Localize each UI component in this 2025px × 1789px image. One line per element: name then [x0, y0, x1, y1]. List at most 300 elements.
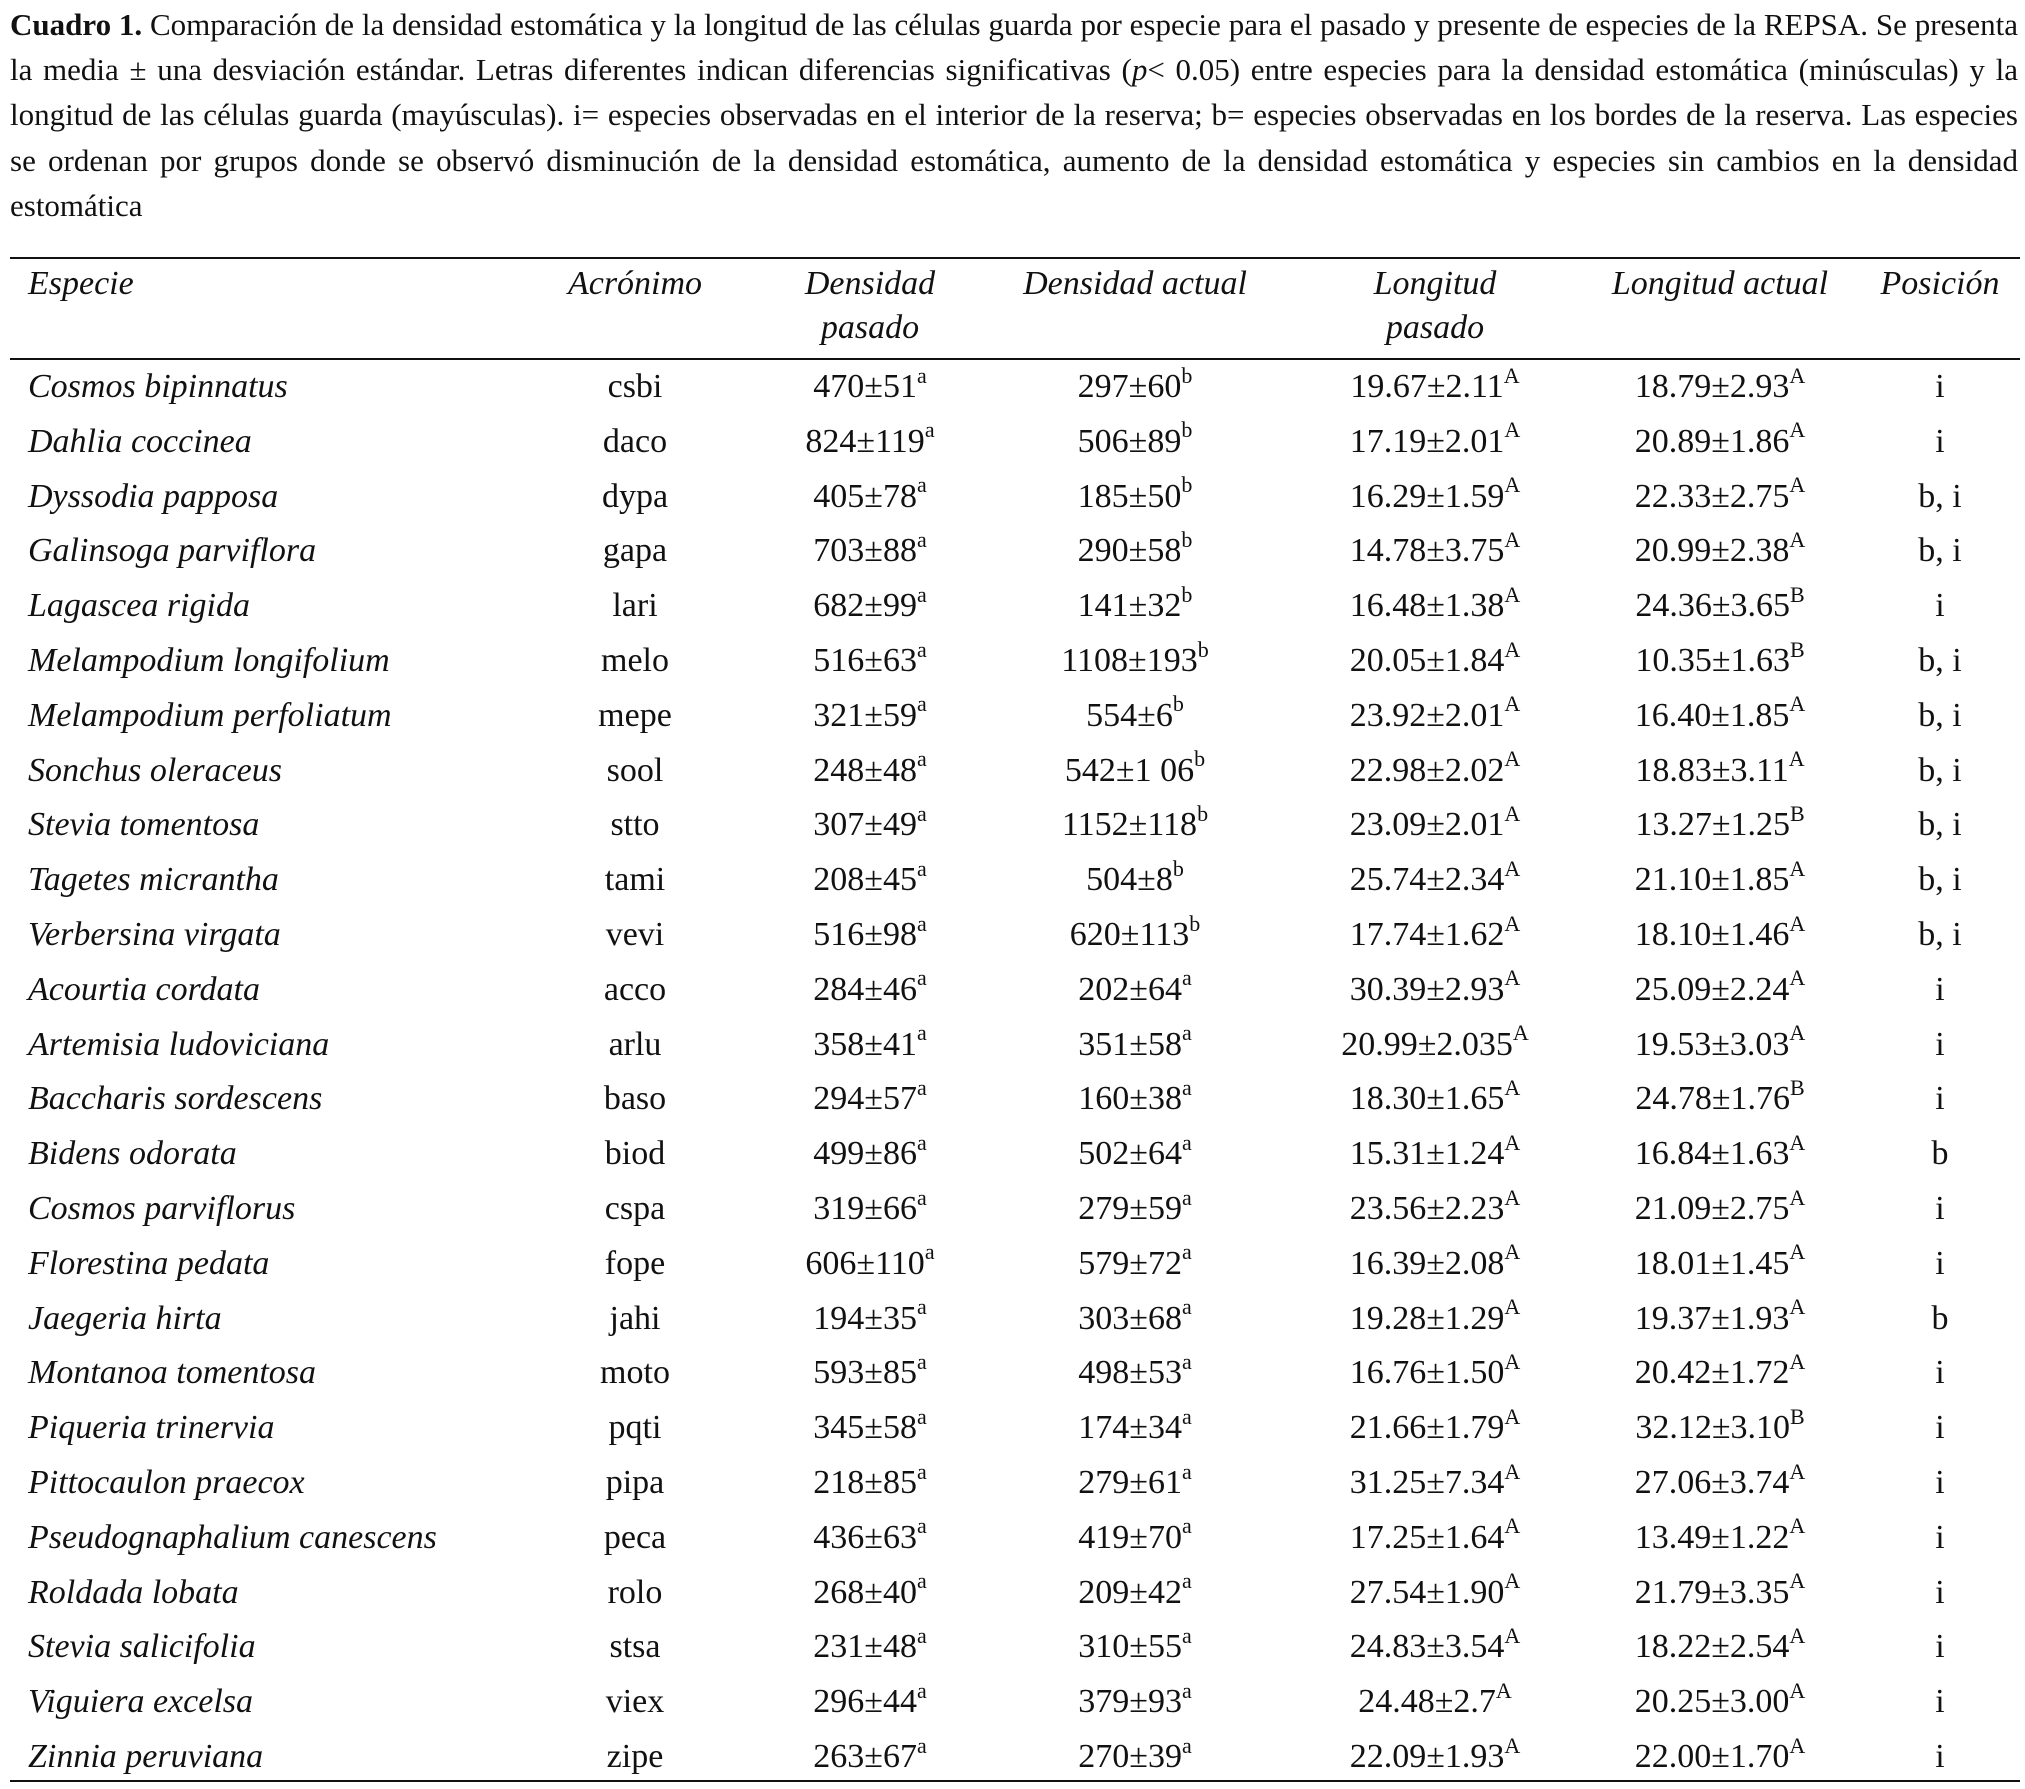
cell-longitud-pasado	[1300, 798, 1570, 853]
cell-acronimo-value: pqti	[608, 1409, 662, 1447]
cell-longitud-actual-significance-letter: A	[1789, 1677, 1806, 1703]
cell-longitud-actual-significance-letter: A	[1789, 1294, 1806, 1320]
cell-densidad-actual-value: 270±39	[1078, 1737, 1182, 1775]
cell-longitud-actual	[1590, 1511, 1850, 1566]
cell-densidad-actual-value: 310±55	[1078, 1628, 1182, 1666]
cell-posicion-value: i	[1935, 1463, 1945, 1501]
cell-longitud-actual-value: 22.00±1.70	[1634, 1737, 1790, 1775]
cell-acronimo	[520, 1346, 750, 1401]
cell-acronimo	[520, 1675, 750, 1730]
cell-acronimo	[520, 1566, 750, 1621]
cell-densidad-pasado-value: 593±85	[813, 1354, 917, 1392]
cell-longitud-actual-value: 25.09±2.24	[1634, 970, 1790, 1008]
cell-longitud-pasado	[1300, 744, 1570, 799]
cell-densidad-actual-significance-letter: a	[1181, 1732, 1192, 1758]
cell-densidad-actual-significance-letter: a	[1181, 965, 1192, 991]
cell-densidad-pasado-value: 319±66	[813, 1189, 917, 1227]
cell-densidad-pasado-significance-letter: a	[916, 1568, 927, 1594]
cell-especie	[28, 415, 252, 470]
cell-densidad-actual-significance-letter: b	[1197, 801, 1209, 827]
cell-longitud-pasado-value: 17.19±2.01	[1349, 422, 1505, 460]
cell-densidad-pasado-significance-letter: a	[916, 1458, 927, 1484]
table-row	[10, 1401, 2020, 1456]
cell-longitud-actual-value: 16.84±1.63	[1634, 1135, 1790, 1173]
cell-acronimo	[520, 1620, 750, 1675]
cell-longitud-actual	[1590, 524, 1850, 579]
cell-densidad-pasado-value: 194±35	[813, 1299, 917, 1337]
cell-densidad-pasado-significance-letter: a	[916, 1184, 927, 1210]
cell-acronimo-value: cspa	[604, 1189, 666, 1227]
cell-posicion-value: i	[1935, 1683, 1945, 1721]
cell-longitud-pasado	[1300, 470, 1570, 525]
cell-longitud-actual	[1590, 963, 1850, 1018]
cell-longitud-pasado-significance-letter: A	[1504, 801, 1521, 827]
cell-densidad-pasado-value: 268±40	[813, 1573, 917, 1611]
cell-densidad-actual	[1000, 1730, 1270, 1785]
cell-acronimo-value: csbi	[607, 368, 663, 405]
table-row	[10, 1675, 2020, 1730]
cell-acronimo	[520, 579, 750, 634]
cell-densidad-actual-value: 290±58	[1077, 532, 1182, 570]
header-acronimo: Acrónimo	[567, 265, 703, 302]
cell-posicion	[1870, 1511, 2010, 1566]
cell-longitud-actual-value: 20.89±1.86	[1634, 422, 1790, 460]
cell-longitud-pasado-significance-letter: A	[1503, 362, 1520, 388]
cell-especie-value: Roldada lobata	[28, 1573, 239, 1611]
cell-densidad-pasado	[770, 963, 970, 1018]
cell-longitud-pasado-significance-letter: A	[1504, 1568, 1521, 1594]
cell-densidad-actual-significance-letter: b	[1181, 527, 1193, 553]
table-row	[10, 360, 2020, 415]
cell-densidad-actual-significance-letter: a	[1181, 1239, 1192, 1265]
cell-longitud-actual-value: 27.06±3.74	[1634, 1463, 1790, 1501]
cell-longitud-pasado-value: 27.54±1.90	[1349, 1573, 1505, 1611]
cell-longitud-pasado	[1300, 1566, 1570, 1621]
caption-p-symbol: p	[1131, 52, 1148, 88]
cell-densidad-actual-value: 542±1 06	[1064, 751, 1195, 789]
cell-densidad-actual	[1000, 1346, 1270, 1401]
cell-longitud-pasado	[1300, 1237, 1570, 1292]
cell-densidad-actual-value: 297±60	[1077, 368, 1182, 405]
cell-especie	[28, 744, 282, 799]
cell-densidad-actual	[1000, 1182, 1270, 1237]
cell-acronimo	[520, 1456, 750, 1511]
cell-longitud-actual-value: 32.12±3.10	[1635, 1409, 1790, 1447]
cell-especie	[28, 1620, 256, 1675]
cell-longitud-actual	[1590, 360, 1850, 415]
cell-densidad-actual	[1000, 415, 1270, 470]
cell-densidad-actual-significance-letter: b	[1194, 746, 1206, 772]
cell-longitud-actual	[1590, 579, 1850, 634]
cell-longitud-actual-significance-letter: A	[1788, 746, 1805, 772]
cell-longitud-pasado-value: 14.78±3.75	[1349, 532, 1505, 570]
cell-densidad-actual-value: 1108±193	[1061, 641, 1198, 679]
cell-longitud-actual	[1590, 1182, 1850, 1237]
cell-longitud-actual	[1590, 1127, 1850, 1182]
cell-longitud-actual-significance-letter: A	[1789, 1020, 1806, 1046]
cell-longitud-pasado-value: 21.66±1.79	[1349, 1409, 1505, 1447]
cell-longitud-pasado	[1300, 634, 1570, 689]
cell-longitud-pasado-significance-letter: A	[1504, 472, 1521, 498]
cell-posicion	[1870, 1072, 2010, 1127]
cell-especie	[28, 963, 260, 1018]
cell-densidad-actual-significance-letter: a	[1181, 1129, 1192, 1155]
cell-longitud-pasado-significance-letter: A	[1504, 636, 1521, 662]
caption-label: Cuadro 1.	[10, 7, 143, 42]
cell-longitud-pasado-significance-letter: A	[1504, 691, 1521, 717]
cell-longitud-actual-significance-letter: B	[1789, 1403, 1805, 1429]
cell-densidad-actual-significance-letter: a	[1181, 1075, 1192, 1101]
cell-posicion	[1870, 744, 2010, 799]
cell-densidad-pasado-significance-letter: a	[916, 1732, 927, 1758]
cell-posicion	[1870, 1566, 2010, 1621]
cell-longitud-actual-value: 13.27±1.25	[1635, 806, 1790, 844]
cell-densidad-pasado-significance-letter: a	[916, 636, 927, 662]
cell-longitud-actual	[1590, 415, 1850, 470]
cell-longitud-actual-value: 24.36±3.65	[1635, 587, 1790, 625]
cell-posicion	[1870, 1456, 2010, 1511]
caption-text-2: < 0.05) entre especies para la densidad estomática (minúsculas) y la longitud de las células guarda (mayúsculas). i= especies observadas en el interior de la reserva; b= especies observadas en los bordes de la reserva. Las especies se ordenan por grupos donde se observó disminución de la densidad estomática, aumento de la densidad estomática y especies sin cambios en la densidad estomática	[10, 52, 2018, 223]
cell-especie-value: Tagetes micrantha	[28, 861, 279, 899]
cell-densidad-actual-value: 141±32	[1077, 587, 1182, 625]
cell-especie-value: Baccharis sordescens	[28, 1080, 323, 1118]
cell-especie	[28, 1292, 222, 1347]
table-row	[10, 1511, 2020, 1566]
cell-densidad-pasado-significance-letter: a	[916, 581, 927, 607]
cell-densidad-actual-significance-letter: a	[1181, 1294, 1192, 1320]
cell-longitud-actual-significance-letter: B	[1789, 801, 1805, 827]
cell-densidad-actual-value: 498±53	[1078, 1354, 1182, 1392]
cell-densidad-actual	[1000, 1620, 1270, 1675]
table-row	[10, 634, 2020, 689]
cell-acronimo-value: pipa	[605, 1463, 665, 1501]
cell-longitud-actual-significance-letter: A	[1789, 910, 1806, 936]
cell-acronimo	[520, 415, 750, 470]
cell-posicion-value: i	[1935, 1080, 1945, 1118]
cell-densidad-pasado-value: 606±110	[805, 1244, 925, 1282]
cell-especie-value: Dahlia coccinea	[28, 422, 252, 460]
cell-longitud-actual-value: 20.42±1.72	[1634, 1354, 1790, 1392]
header-longitud-pasado	[1300, 262, 1570, 350]
cell-densidad-pasado-significance-letter: a	[916, 1129, 927, 1155]
cell-longitud-actual-significance-letter: A	[1789, 1513, 1806, 1539]
cell-acronimo	[520, 1511, 750, 1566]
cell-especie-value: Cosmos bipinnatus	[28, 368, 288, 405]
cell-densidad-pasado	[770, 1401, 970, 1456]
cell-especie-value: Piqueria trinervia	[28, 1409, 275, 1447]
cell-especie	[28, 1182, 295, 1237]
cell-especie	[28, 853, 279, 908]
cell-longitud-pasado-significance-letter: A	[1504, 1239, 1521, 1265]
cell-densidad-pasado-value: 321±59	[813, 696, 917, 734]
cell-longitud-actual	[1590, 470, 1850, 525]
cell-especie	[28, 1675, 253, 1730]
cell-especie-value: Zinnia peruviana	[28, 1737, 264, 1775]
cell-especie-value: Verbersina virgata	[28, 915, 281, 953]
cell-posicion	[1870, 963, 2010, 1018]
table-bottom-rule	[10, 1780, 2020, 1782]
cell-densidad-pasado-significance-letter: a	[916, 1677, 927, 1703]
cell-longitud-pasado-significance-letter: A	[1495, 1677, 1512, 1703]
cell-acronimo	[520, 853, 750, 908]
cell-longitud-actual-significance-letter: A	[1789, 472, 1806, 498]
cell-posicion	[1870, 1675, 2010, 1730]
cell-densidad-actual	[1000, 524, 1270, 579]
cell-especie	[28, 1511, 437, 1566]
table-row	[10, 908, 2020, 963]
cell-acronimo	[520, 1730, 750, 1785]
cell-acronimo-value: biod	[604, 1135, 666, 1173]
cell-longitud-actual	[1590, 1675, 1850, 1730]
cell-densidad-actual-value: 579±72	[1078, 1244, 1182, 1282]
cell-longitud-pasado	[1300, 1675, 1570, 1730]
cell-acronimo	[520, 1018, 750, 1073]
cell-longitud-actual-value: 19.53±3.03	[1634, 1025, 1790, 1063]
cell-posicion	[1870, 1237, 2010, 1292]
cell-longitud-pasado	[1300, 579, 1570, 634]
cell-longitud-actual	[1590, 798, 1850, 853]
cell-especie-value: Jaegeria hirta	[28, 1299, 222, 1337]
cell-posicion	[1870, 415, 2010, 470]
table-row	[10, 1182, 2020, 1237]
cell-longitud-actual-value: 18.22±2.54	[1634, 1628, 1790, 1666]
cell-posicion-value: i	[1935, 1244, 1945, 1282]
cell-densidad-actual-value: 185±50	[1077, 477, 1182, 515]
cell-longitud-pasado-value: 23.56±2.23	[1349, 1189, 1505, 1227]
cell-densidad-actual-significance-letter: b	[1181, 472, 1193, 498]
cell-acronimo-value: dypa	[601, 477, 669, 515]
cell-densidad-pasado-significance-letter: a	[916, 1513, 927, 1539]
table-row	[10, 579, 2020, 634]
cell-longitud-actual-significance-letter: A	[1789, 1623, 1806, 1648]
cell-longitud-actual-significance-letter: A	[1789, 362, 1806, 388]
cell-longitud-pasado-significance-letter: A	[1512, 1020, 1529, 1046]
cell-longitud-pasado-value: 17.74±1.62	[1349, 915, 1505, 953]
cell-densidad-actual-value: 160±38	[1078, 1080, 1182, 1118]
cell-longitud-actual-value: 16.40±1.85	[1634, 696, 1790, 734]
cell-densidad-actual-significance-letter: b	[1172, 691, 1184, 717]
cell-posicion	[1870, 1018, 2010, 1073]
cell-posicion-value: b, i	[1918, 915, 1962, 953]
cell-longitud-actual	[1590, 1018, 1850, 1073]
cell-densidad-pasado	[770, 1127, 970, 1182]
cell-acronimo-value: peca	[603, 1518, 667, 1556]
cell-longitud-actual	[1590, 744, 1850, 799]
cell-longitud-pasado-significance-letter: A	[1504, 746, 1521, 772]
cell-posicion-value: i	[1935, 1628, 1945, 1666]
cell-acronimo	[520, 360, 750, 415]
cell-longitud-actual-value: 13.49±1.22	[1634, 1518, 1790, 1556]
cell-densidad-pasado-significance-letter: a	[916, 965, 927, 991]
cell-densidad-pasado	[770, 360, 970, 415]
cell-longitud-pasado-value: 22.98±2.02	[1349, 751, 1505, 789]
cell-posicion-value: i	[1935, 1737, 1945, 1775]
cell-longitud-pasado-value: 30.39±2.93	[1349, 970, 1505, 1008]
cell-densidad-pasado-significance-letter: a	[924, 417, 935, 443]
cell-densidad-pasado-significance-letter: a	[916, 746, 927, 772]
cell-longitud-pasado-value: 16.76±1.50	[1349, 1354, 1505, 1392]
cell-acronimo	[520, 798, 750, 853]
cell-acronimo	[520, 1237, 750, 1292]
table-row	[10, 963, 2020, 1018]
header-densidad-pasado-line1: Densidad	[804, 265, 936, 302]
cell-densidad-pasado	[770, 524, 970, 579]
cell-acronimo	[520, 963, 750, 1018]
cell-especie	[28, 1456, 305, 1511]
cell-densidad-actual-value: 1152±118	[1061, 806, 1198, 844]
cell-longitud-pasado-significance-letter: A	[1504, 1349, 1521, 1375]
cell-especie-value: Pseudognaphalium canescens	[28, 1518, 437, 1556]
cell-longitud-actual	[1590, 1566, 1850, 1621]
cell-longitud-pasado-value: 22.09±1.93	[1349, 1737, 1505, 1775]
cell-posicion-value: b, i	[1918, 532, 1962, 570]
cell-longitud-actual-significance-letter: A	[1789, 1349, 1806, 1375]
cell-longitud-actual-significance-letter: A	[1789, 691, 1806, 717]
cell-posicion	[1870, 853, 2010, 908]
cell-longitud-pasado	[1300, 1730, 1570, 1785]
cell-acronimo-value: jahi	[609, 1299, 661, 1337]
cell-densidad-pasado-value: 208±45	[813, 861, 917, 899]
header-densidad-pasado-line2: pasado	[820, 309, 920, 346]
cell-densidad-pasado-significance-letter: a	[916, 1349, 927, 1375]
cell-densidad-pasado	[770, 1018, 970, 1073]
cell-acronimo	[520, 1182, 750, 1237]
cell-densidad-actual-value: 209±42	[1078, 1573, 1182, 1611]
cell-densidad-pasado	[770, 798, 970, 853]
cell-densidad-pasado	[770, 1072, 970, 1127]
cell-longitud-actual-value: 18.01±1.45	[1634, 1244, 1790, 1282]
cell-densidad-pasado	[770, 634, 970, 689]
cell-longitud-pasado	[1300, 1620, 1570, 1675]
cell-densidad-pasado	[770, 1675, 970, 1730]
cell-especie	[28, 798, 259, 853]
cell-densidad-pasado-significance-letter: a	[916, 362, 927, 388]
cell-posicion	[1870, 1127, 2010, 1182]
cell-longitud-actual	[1590, 1730, 1850, 1785]
cell-densidad-actual	[1000, 1237, 1270, 1292]
cell-densidad-actual-value: 379±93	[1078, 1683, 1182, 1721]
cell-densidad-actual-significance-letter: a	[1181, 1513, 1192, 1539]
cell-densidad-actual	[1000, 1566, 1270, 1621]
cell-especie-value: Bidens odorata	[28, 1135, 237, 1173]
cell-densidad-actual	[1000, 470, 1270, 525]
cell-especie	[28, 524, 316, 579]
cell-densidad-actual-significance-letter: b	[1189, 910, 1201, 936]
cell-posicion	[1870, 1346, 2010, 1401]
cell-especie	[28, 1127, 237, 1182]
cell-longitud-pasado-significance-letter: A	[1504, 581, 1521, 607]
cell-longitud-pasado	[1300, 1072, 1570, 1127]
cell-longitud-pasado-significance-letter: A	[1504, 1129, 1521, 1155]
cell-densidad-pasado-significance-letter: a	[916, 1075, 927, 1101]
cell-acronimo	[520, 1072, 750, 1127]
cell-densidad-actual-value: 303±68	[1078, 1299, 1182, 1337]
table-row	[10, 1730, 2020, 1785]
cell-longitud-actual-significance-letter: A	[1789, 965, 1806, 991]
table-row	[10, 1620, 2020, 1675]
cell-densidad-actual-value: 419±70	[1078, 1518, 1182, 1556]
cell-posicion-value: b, i	[1918, 861, 1962, 899]
cell-longitud-pasado-value: 19.28±1.29	[1349, 1299, 1505, 1337]
cell-posicion-value: b, i	[1918, 641, 1962, 679]
cell-posicion	[1870, 798, 2010, 853]
cell-densidad-actual-significance-letter: b	[1172, 855, 1184, 881]
cell-densidad-pasado	[770, 908, 970, 963]
cell-densidad-actual-significance-letter: b	[1181, 417, 1193, 443]
cell-longitud-actual-value: 22.33±2.75	[1634, 477, 1790, 515]
cell-longitud-actual	[1590, 634, 1850, 689]
cell-longitud-actual-value: 24.78±1.76	[1635, 1080, 1790, 1118]
cell-especie	[28, 1566, 239, 1621]
cell-densidad-pasado-value: 405±78	[813, 477, 917, 515]
cell-acronimo	[520, 908, 750, 963]
cell-densidad-actual-significance-letter: a	[1181, 1349, 1192, 1375]
cell-longitud-actual-value: 20.99±2.38	[1634, 532, 1790, 570]
cell-acronimo-value: mepe	[598, 696, 672, 734]
cell-densidad-actual	[1000, 744, 1270, 799]
cell-densidad-actual	[1000, 634, 1270, 689]
cell-densidad-pasado-value: 516±63	[813, 641, 917, 679]
cell-longitud-actual-significance-letter: A	[1789, 1732, 1806, 1758]
cell-longitud-actual	[1590, 689, 1850, 744]
cell-densidad-actual-value: 202±64	[1078, 970, 1182, 1008]
cell-acronimo-value: rolo	[607, 1573, 663, 1611]
cell-longitud-actual-value: 20.25±3.00	[1634, 1683, 1790, 1721]
cell-densidad-actual-value: 506±89	[1077, 422, 1182, 460]
cell-densidad-actual	[1000, 689, 1270, 744]
cell-densidad-actual-significance-letter: a	[1181, 1677, 1192, 1703]
cell-densidad-pasado-significance-letter: a	[924, 1239, 935, 1265]
cell-longitud-actual-value: 19.37±1.93	[1634, 1299, 1790, 1337]
cell-longitud-actual-significance-letter: A	[1789, 1184, 1806, 1210]
cell-longitud-pasado-significance-letter: A	[1504, 965, 1521, 991]
cell-longitud-pasado-significance-letter: A	[1504, 910, 1521, 936]
cell-longitud-pasado-significance-letter: A	[1504, 1294, 1521, 1320]
cell-longitud-pasado-value: 20.05±1.84	[1349, 641, 1505, 679]
cell-densidad-actual	[1000, 908, 1270, 963]
cell-densidad-actual	[1000, 1675, 1270, 1730]
cell-especie	[28, 1346, 316, 1401]
cell-longitud-actual-value: 21.09±2.75	[1634, 1189, 1790, 1227]
cell-longitud-actual	[1590, 908, 1850, 963]
cell-densidad-actual	[1000, 853, 1270, 908]
cell-longitud-actual-significance-letter: A	[1789, 1568, 1806, 1594]
cell-especie-value: Melampodium perfoliatum	[28, 696, 392, 734]
cell-acronimo-value: vevi	[605, 915, 665, 953]
table-body	[10, 360, 2020, 1785]
table-row	[10, 1566, 2020, 1621]
cell-densidad-pasado-value: 307±49	[813, 806, 917, 844]
cell-acronimo-value: arlu	[608, 1025, 662, 1063]
header-densidad-actual: Densidad actual	[1023, 265, 1247, 302]
cell-especie	[28, 634, 390, 689]
table-row	[10, 744, 2020, 799]
cell-densidad-actual	[1000, 1072, 1270, 1127]
cell-longitud-actual-value: 10.35±1.63	[1635, 641, 1790, 679]
cell-especie-value: Lagascea rigida	[28, 587, 250, 625]
cell-densidad-actual-significance-letter: b	[1197, 636, 1209, 662]
cell-densidad-actual-significance-letter: a	[1181, 1184, 1192, 1210]
cell-densidad-pasado	[770, 1346, 970, 1401]
cell-densidad-pasado-value: 263±67	[813, 1737, 917, 1775]
cell-longitud-pasado-value: 25.74±2.34	[1349, 861, 1505, 899]
cell-longitud-actual-value: 21.10±1.85	[1634, 861, 1790, 899]
cell-posicion-value: i	[1935, 970, 1945, 1008]
cell-longitud-pasado	[1300, 1018, 1570, 1073]
header-longitud-pasado-line1: Longitud	[1373, 265, 1497, 302]
cell-posicion	[1870, 579, 2010, 634]
cell-longitud-pasado	[1300, 1127, 1570, 1182]
